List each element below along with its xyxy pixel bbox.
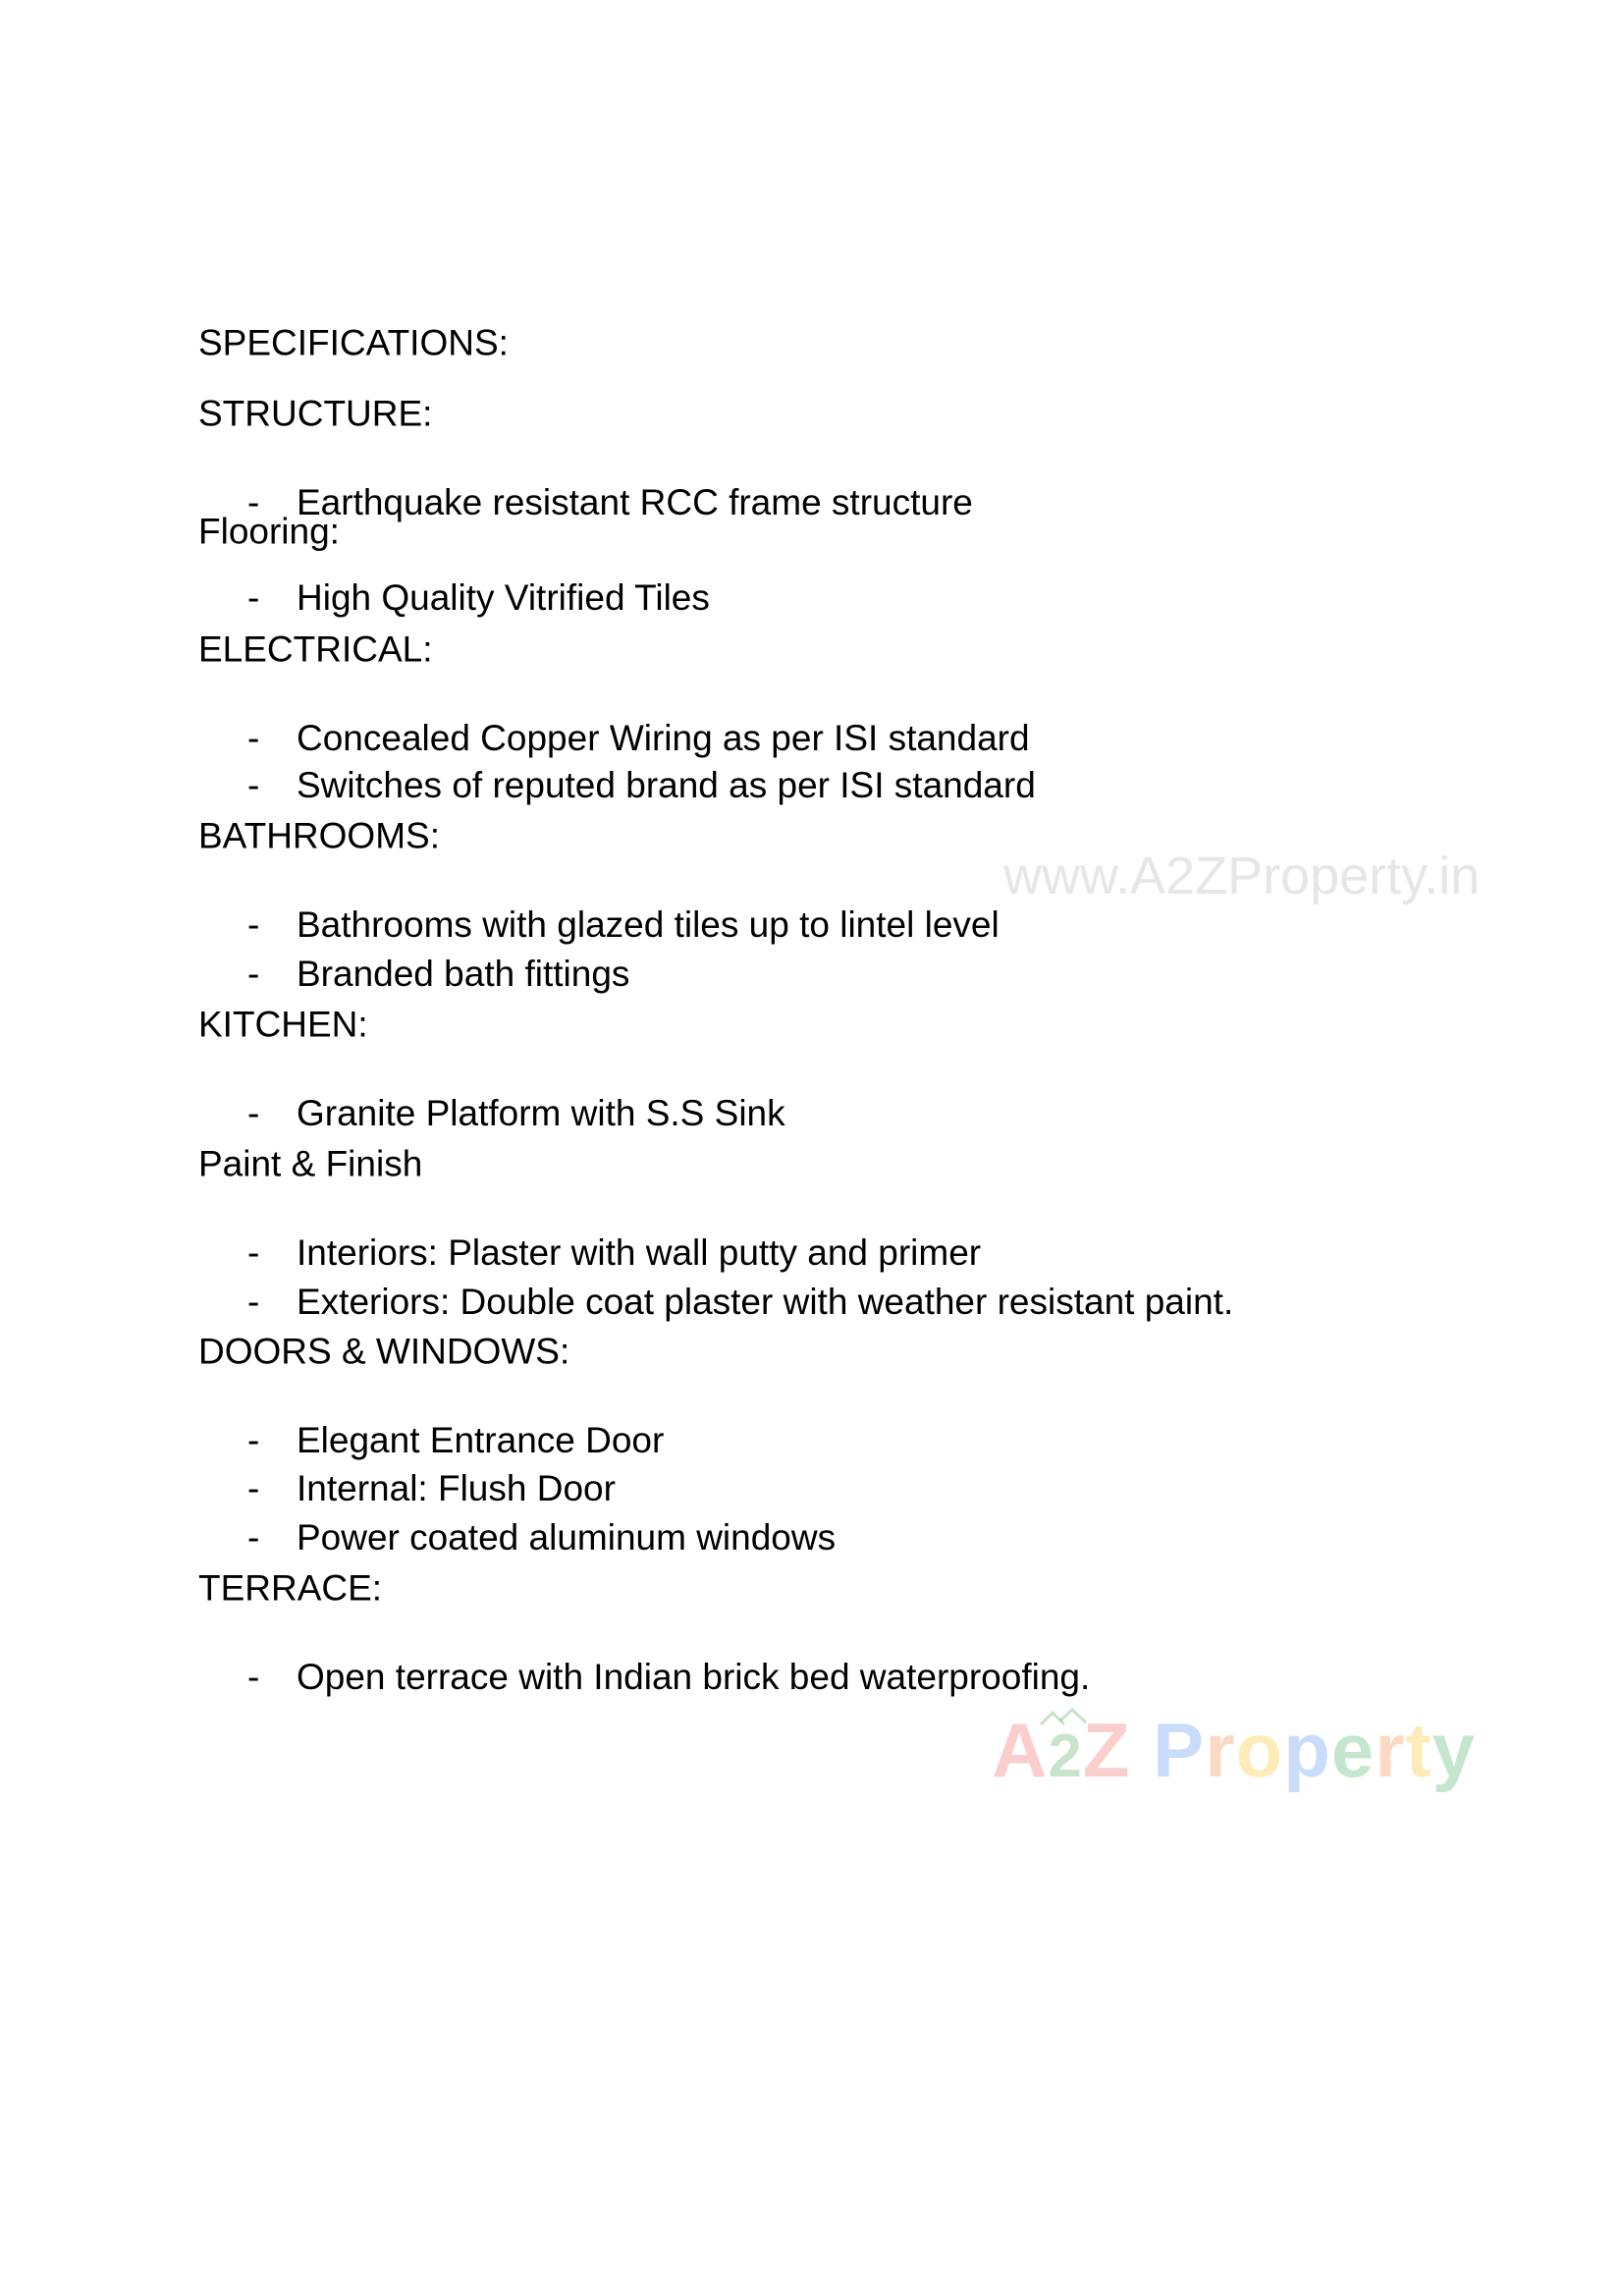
list-item-text: Power coated aluminum windows xyxy=(297,1517,837,1558)
list-item-text: Elegant Entrance Door xyxy=(297,1420,665,1460)
bullet-dash: - xyxy=(247,1468,260,1508)
section-heading-doors-windows: DOORS & WINDOWS: xyxy=(198,1331,570,1372)
bullet-dash: - xyxy=(247,1282,260,1322)
bullet-dash: - xyxy=(247,904,260,945)
bullet-dash: - xyxy=(247,954,260,994)
list-item-text: Branded bath fittings xyxy=(297,954,630,994)
bullet-dash: - xyxy=(247,1517,260,1558)
bullet-dash: - xyxy=(247,1657,260,1697)
watermark-url: www.A2ZProperty.in xyxy=(1003,847,1481,905)
section-heading-paint-finish: Paint & Finish xyxy=(198,1143,423,1184)
bullet-dash: - xyxy=(247,1420,260,1460)
bullet-dash: - xyxy=(247,765,260,805)
list-item-text: Interiors: Plaster with wall putty and primer xyxy=(297,1232,982,1273)
bullet-dash: - xyxy=(247,718,260,758)
bullet-dash: - xyxy=(247,1093,260,1133)
list-item-text: Switches of reputed brand as per ISI standard xyxy=(297,765,1036,805)
list-item-text: Internal: Flush Door xyxy=(297,1468,616,1508)
list-item-text: Exteriors: Double coat plaster with weather resistant paint. xyxy=(297,1282,1234,1322)
section-heading-kitchen: KITCHEN: xyxy=(198,1004,368,1045)
list-item-text: Open terrace with Indian brick bed waterproofing. xyxy=(297,1657,1091,1697)
a2z-property-logo: A2Z Property xyxy=(992,1707,1476,1793)
bullet-dash: - xyxy=(247,482,260,522)
bullet-dash: - xyxy=(247,577,260,618)
list-item-text: Bathrooms with glazed tiles up to lintel level xyxy=(297,904,1000,945)
section-heading-terrace: TERRACE: xyxy=(198,1567,383,1609)
section-heading-electrical: ELECTRICAL: xyxy=(198,629,433,670)
list-item-text: Earthquake resistant RCC frame structure xyxy=(297,482,973,522)
bullet-dash: - xyxy=(247,1232,260,1273)
list-item-text: Concealed Copper Wiring as per ISI standard xyxy=(297,718,1030,758)
list-item-text: High Quality Vitrified Tiles xyxy=(297,577,710,618)
document-title: SPECIFICATIONS: xyxy=(198,322,509,363)
section-heading-flooring: Flooring: xyxy=(198,511,340,552)
list-item-text: Granite Platform with S.S Sink xyxy=(297,1093,785,1133)
section-heading-structure: STRUCTURE: xyxy=(198,393,433,434)
section-heading-bathrooms: BATHROOMS: xyxy=(198,815,440,856)
